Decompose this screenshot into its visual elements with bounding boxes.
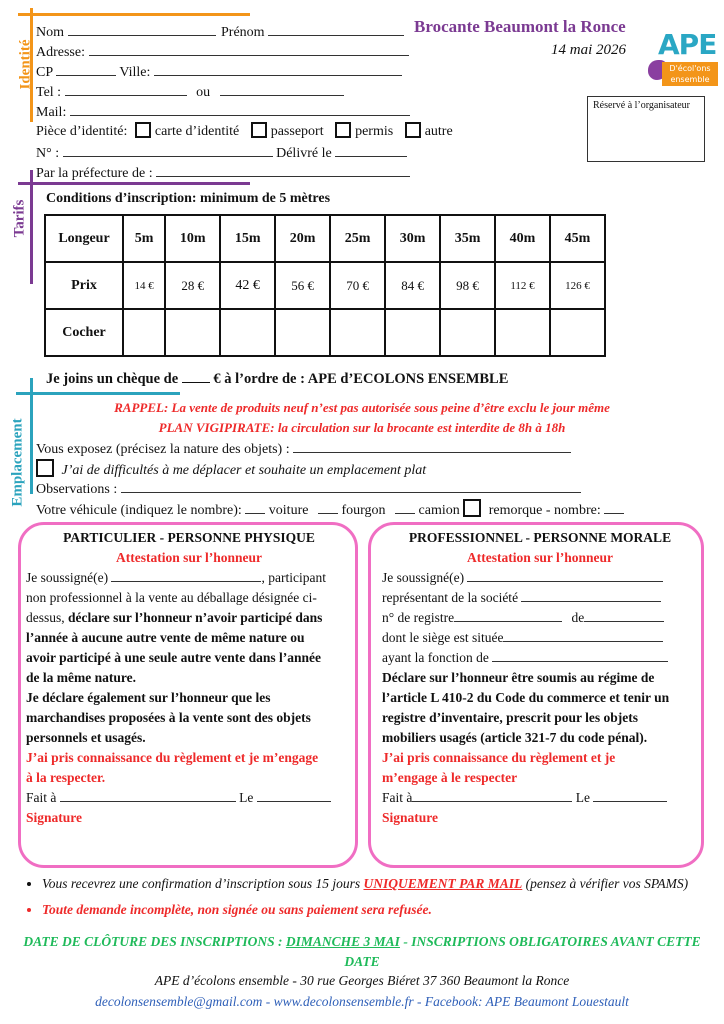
length-cell: 25m (330, 215, 385, 262)
siege-label: dont le siège est située (382, 630, 504, 645)
section-label-tarifs: Tarifs (11, 199, 28, 238)
cocher-cell-15m[interactable] (220, 309, 275, 356)
text-fragment-bold: déclare sur l’honneur n’avoir participé dans (68, 610, 323, 625)
price-cell: 126 € (550, 262, 605, 309)
notes-list (26, 874, 722, 920)
piece-row (36, 122, 453, 141)
fourgon-label: fourgon (341, 503, 386, 518)
logo-ape-text: APE (658, 28, 717, 61)
professionnel-line-11: m’engage à le respecter (382, 770, 518, 785)
length-cell: 15m (220, 215, 275, 262)
cocher-cell-35m[interactable] (440, 309, 495, 356)
difficulte-label: J’ai de difficultés à me déplacer et souhaite un emplacement plat (61, 463, 427, 478)
le-label: Le (575, 790, 590, 805)
nom-field[interactable] (68, 22, 216, 36)
expose-field[interactable] (293, 439, 571, 453)
professionnel-date-field[interactable] (593, 788, 667, 802)
mail-field[interactable] (70, 102, 410, 116)
camion-count-field[interactable] (395, 500, 415, 514)
logo-tagline-line1: D'écol'ons (669, 64, 711, 73)
identite-bar-h (18, 13, 250, 16)
prefecture-field[interactable] (156, 163, 410, 177)
professionnel-content (382, 528, 698, 828)
professionnel-line-1 (382, 568, 698, 588)
observations-row (36, 479, 581, 499)
participant-label: , participant (261, 570, 326, 585)
cheque-label: Je joins un chèque de (46, 371, 179, 387)
professionnel-fait-field[interactable] (412, 788, 572, 802)
adresse-field[interactable] (89, 42, 409, 56)
row-label-cocher: Cocher (45, 309, 123, 356)
cp-label: CP (36, 65, 53, 80)
numero-label: N° : (36, 146, 60, 161)
cloture-suffix: - INSCRIPTIONS OBLIGATOIRES AVANT CETTE DATE (344, 934, 701, 969)
table-row-cocher (45, 309, 605, 356)
option-permis: permis (355, 124, 394, 139)
vigipirate-text: PLAN VIGIPIRATE: la circulation sur la brocante est interdite de 8h à 18h (158, 420, 566, 435)
voiture-label: voiture (268, 503, 309, 518)
price-cell: 98 € (440, 262, 495, 309)
cheque-row (46, 369, 508, 388)
professionnel-line-2 (382, 588, 698, 608)
particulier-line-7: Je déclare également sur l’honneur que les (26, 690, 271, 705)
prefecture-label: Par la préfecture de : (36, 166, 153, 181)
numero-field[interactable] (63, 143, 273, 157)
registre-de-field[interactable] (584, 608, 664, 622)
event-date: 14 mai 2026 (551, 42, 626, 58)
observations-field[interactable] (121, 479, 581, 493)
particulier-line-1 (26, 568, 352, 588)
fonction-field[interactable] (492, 648, 668, 662)
checkbox-permis[interactable] (335, 122, 351, 138)
societe-field[interactable] (521, 588, 661, 602)
cloture-label: DATE DE CLÔTURE DES INSCRIPTIONS : (23, 934, 283, 949)
nom-label: Nom (36, 25, 64, 40)
cp-field[interactable] (56, 62, 116, 76)
checkbox-difficulte[interactable] (36, 459, 54, 477)
length-cell: 5m (123, 215, 165, 262)
price-cell: 112 € (495, 262, 550, 309)
professionnel-line-4 (382, 628, 698, 648)
professionnel-title: PROFESSIONNEL - PERSONNE MORALE (408, 530, 672, 545)
particulier-line-3 (26, 608, 352, 628)
numero-row (36, 143, 407, 163)
voiture-count-field[interactable] (245, 500, 265, 514)
prenom-field[interactable] (268, 22, 404, 36)
price-cell: 28 € (165, 262, 220, 309)
contact-links[interactable]: decolonsensemble@gmail.com - www.decolonsensemble.fr - Facebook: APE Beaumont Louestault (95, 994, 629, 1009)
prefecture-row (36, 163, 410, 183)
price-cell: 42 € (220, 262, 275, 309)
cocher-cell-5m[interactable] (123, 309, 165, 356)
professionnel-subtitle: Attestation sur l’honneur (466, 550, 613, 565)
cheque-amount-field[interactable] (182, 369, 210, 383)
particulier-line-6: de la même nature. (26, 670, 136, 685)
length-cell: 40m (495, 215, 550, 262)
particulier-fait-field[interactable] (60, 788, 236, 802)
remorque-label: remorque - nombre: (488, 503, 601, 518)
particulier-line-8: marchandises proposées à la vente sont des objets (26, 710, 311, 725)
price-cell: 84 € (385, 262, 440, 309)
tarifs-bar-v (30, 170, 33, 284)
adresse-row (36, 42, 409, 62)
length-cell: 30m (385, 215, 440, 262)
particulier-name-field[interactable] (111, 568, 261, 582)
societe-label: représentant de la société (382, 590, 519, 605)
fonction-label: ayant la fonction de (382, 650, 489, 665)
adresse-label: Adresse: (36, 45, 85, 60)
professionnel-fait-row (382, 788, 698, 808)
organizer-reserved-box (587, 96, 705, 162)
cloture-text (14, 932, 710, 972)
le-label: Le (239, 790, 254, 805)
expose-row (36, 439, 571, 459)
particulier-fait-row (26, 788, 352, 808)
remorque-count-field[interactable] (604, 500, 624, 514)
mail-label: Mail: (36, 105, 67, 120)
ape-logo (648, 28, 720, 88)
price-cell: 70 € (330, 262, 385, 309)
note-confirmation (42, 874, 722, 894)
particulier-line-4: l’année à aucune autre vente de même nature ou (26, 630, 305, 645)
professionnel-signature: Signature (382, 810, 439, 825)
difficulte-row (36, 459, 426, 480)
table-row-prix (45, 262, 605, 309)
logo-tagline (662, 62, 718, 86)
vehicule-label: Votre véhicule (indiquez le nombre): (36, 503, 242, 518)
tarifs-table (44, 214, 606, 357)
rappel-text: RAPPEL: La vente de produits neuf n’est pas autorisée sous peine d’être exclu le jour même (114, 400, 610, 415)
camion-label: camion (418, 503, 460, 518)
expose-label: Vous exposez (précisez la nature des objets) : (36, 442, 290, 457)
particulier-line-9: personnels et usagés. (26, 730, 146, 745)
length-cell: 20m (275, 215, 330, 262)
professionnel-line-7: l’article L 410-2 du Code du commerce et tenir un (382, 690, 670, 705)
particulier-line-5: avoir participé à une seule autre vente dans l’année (26, 650, 321, 665)
checkbox-remorque[interactable] (463, 499, 481, 517)
mail-row (36, 102, 410, 122)
checkbox-passeport[interactable] (251, 122, 267, 138)
row-label-longueur: Longeur (45, 215, 123, 262)
delivre-label: Délivré le (276, 146, 332, 161)
registre-label: n° de registre (382, 610, 455, 625)
soussigne-label: Je soussigné(e) (382, 570, 465, 585)
tel2-field[interactable] (220, 82, 344, 96)
professionnel-line-5 (382, 648, 698, 668)
registre-de-label: de (571, 610, 585, 625)
logo-tagline-line2: ensemble (670, 75, 710, 84)
professionnel-line-10: J’ai pris connaissance du règlement et je (382, 750, 616, 765)
cheque-order-label: € à l’ordre de : APE d’ECOLONS ENSEMBLE (213, 371, 509, 387)
cocher-cell-10m[interactable] (165, 309, 220, 356)
note1-suffix: (pensez à vérifier vos SPAMS) (525, 876, 689, 891)
price-cell: 56 € (275, 262, 330, 309)
particulier-subtitle: Attestation sur l’honneur (115, 550, 262, 565)
section-label-identite: Identité (17, 39, 34, 90)
length-cell: 10m (165, 215, 220, 262)
cocher-cell-30m[interactable] (385, 309, 440, 356)
cloture-date: DIMANCHE 3 MAI (285, 934, 400, 949)
section-label-emplacement: Emplacement (9, 418, 26, 507)
note1-emphasis: UNIQUEMENT PAR MAIL (363, 876, 523, 891)
nom-row (36, 22, 404, 42)
delivre-field[interactable] (335, 143, 407, 157)
registre-field[interactable] (454, 608, 562, 622)
particulier-title: PARTICULIER - PERSONNE PHYSIQUE (63, 530, 315, 545)
vehicule-row (36, 499, 624, 520)
association-address: APE d’écolons ensemble - 30 rue Georges Biéret 37 360 Beaumont la Ronce (154, 973, 570, 988)
fourgon-count-field[interactable] (318, 500, 338, 514)
checkbox-carte-identite[interactable] (135, 122, 151, 138)
observations-label: Observations : (36, 482, 118, 497)
cocher-cell-45m[interactable] (550, 309, 605, 356)
particulier-line-10: J’ai pris connaissance du règlement et je m’engage (26, 750, 319, 765)
fait-label: Fait à (26, 790, 57, 805)
option-carte-identite: carte d’identité (154, 124, 240, 139)
cp-ville-row (36, 62, 402, 82)
fait-label: Fait à (382, 790, 413, 805)
tel-row (36, 82, 344, 102)
particulier-line-2: non professionnel à la vente au déballage désignée ci- (26, 590, 317, 605)
length-cell: 35m (440, 215, 495, 262)
reserved-label: Réservé à l’organisateur (593, 100, 690, 111)
ville-label: Ville: (119, 65, 151, 80)
prenom-label: Prénom (221, 25, 265, 40)
event-title: Brocante Beaumont la Ronce (414, 17, 626, 36)
note1-text: Vous recevrez une confirmation d’inscription sous 15 jours (42, 876, 361, 891)
checkbox-autre[interactable] (405, 122, 421, 138)
professionnel-line-8: registre d’inventaire, prescrit pour les objets (382, 710, 638, 725)
length-cell: 45m (550, 215, 605, 262)
piece-label: Pièce d’identité: (36, 124, 128, 139)
row-label-prix: Prix (45, 262, 123, 309)
particulier-content (26, 528, 352, 828)
option-autre: autre (424, 124, 453, 139)
professionnel-line-9: mobiliers usagés (article 321-7 du code pénal). (382, 730, 648, 745)
conditions-text: Conditions d’inscription: minimum de 5 mètres (46, 191, 331, 206)
professionnel-line-3 (382, 608, 698, 628)
professionnel-line-6: Déclare sur l’honneur être soumis au régime de (382, 670, 655, 685)
particulier-signature: Signature (26, 810, 83, 825)
ville-field[interactable] (154, 62, 402, 76)
cocher-cell-40m[interactable] (495, 309, 550, 356)
tel1-field[interactable] (65, 82, 187, 96)
price-cell: 14 € (123, 262, 165, 309)
emplacement-bar-h (16, 392, 180, 395)
cocher-cell-20m[interactable] (275, 309, 330, 356)
particulier-date-field[interactable] (257, 788, 331, 802)
note-refus: • Toute demande incomplète, non signée ou sans paiement sera refusée. (42, 900, 722, 920)
cocher-cell-25m[interactable] (330, 309, 385, 356)
particulier-line-11: à la respecter. (26, 770, 106, 785)
text-fragment: dessus, (26, 610, 65, 625)
soussigne-label: Je soussigné(e) (26, 570, 109, 585)
option-passeport: passeport (270, 124, 324, 139)
tel-label: Tel : (36, 85, 62, 100)
table-row-longueur (45, 215, 605, 262)
professionnel-name-field[interactable] (467, 568, 663, 582)
siege-field[interactable] (503, 628, 663, 642)
ou-label: ou (196, 85, 211, 100)
